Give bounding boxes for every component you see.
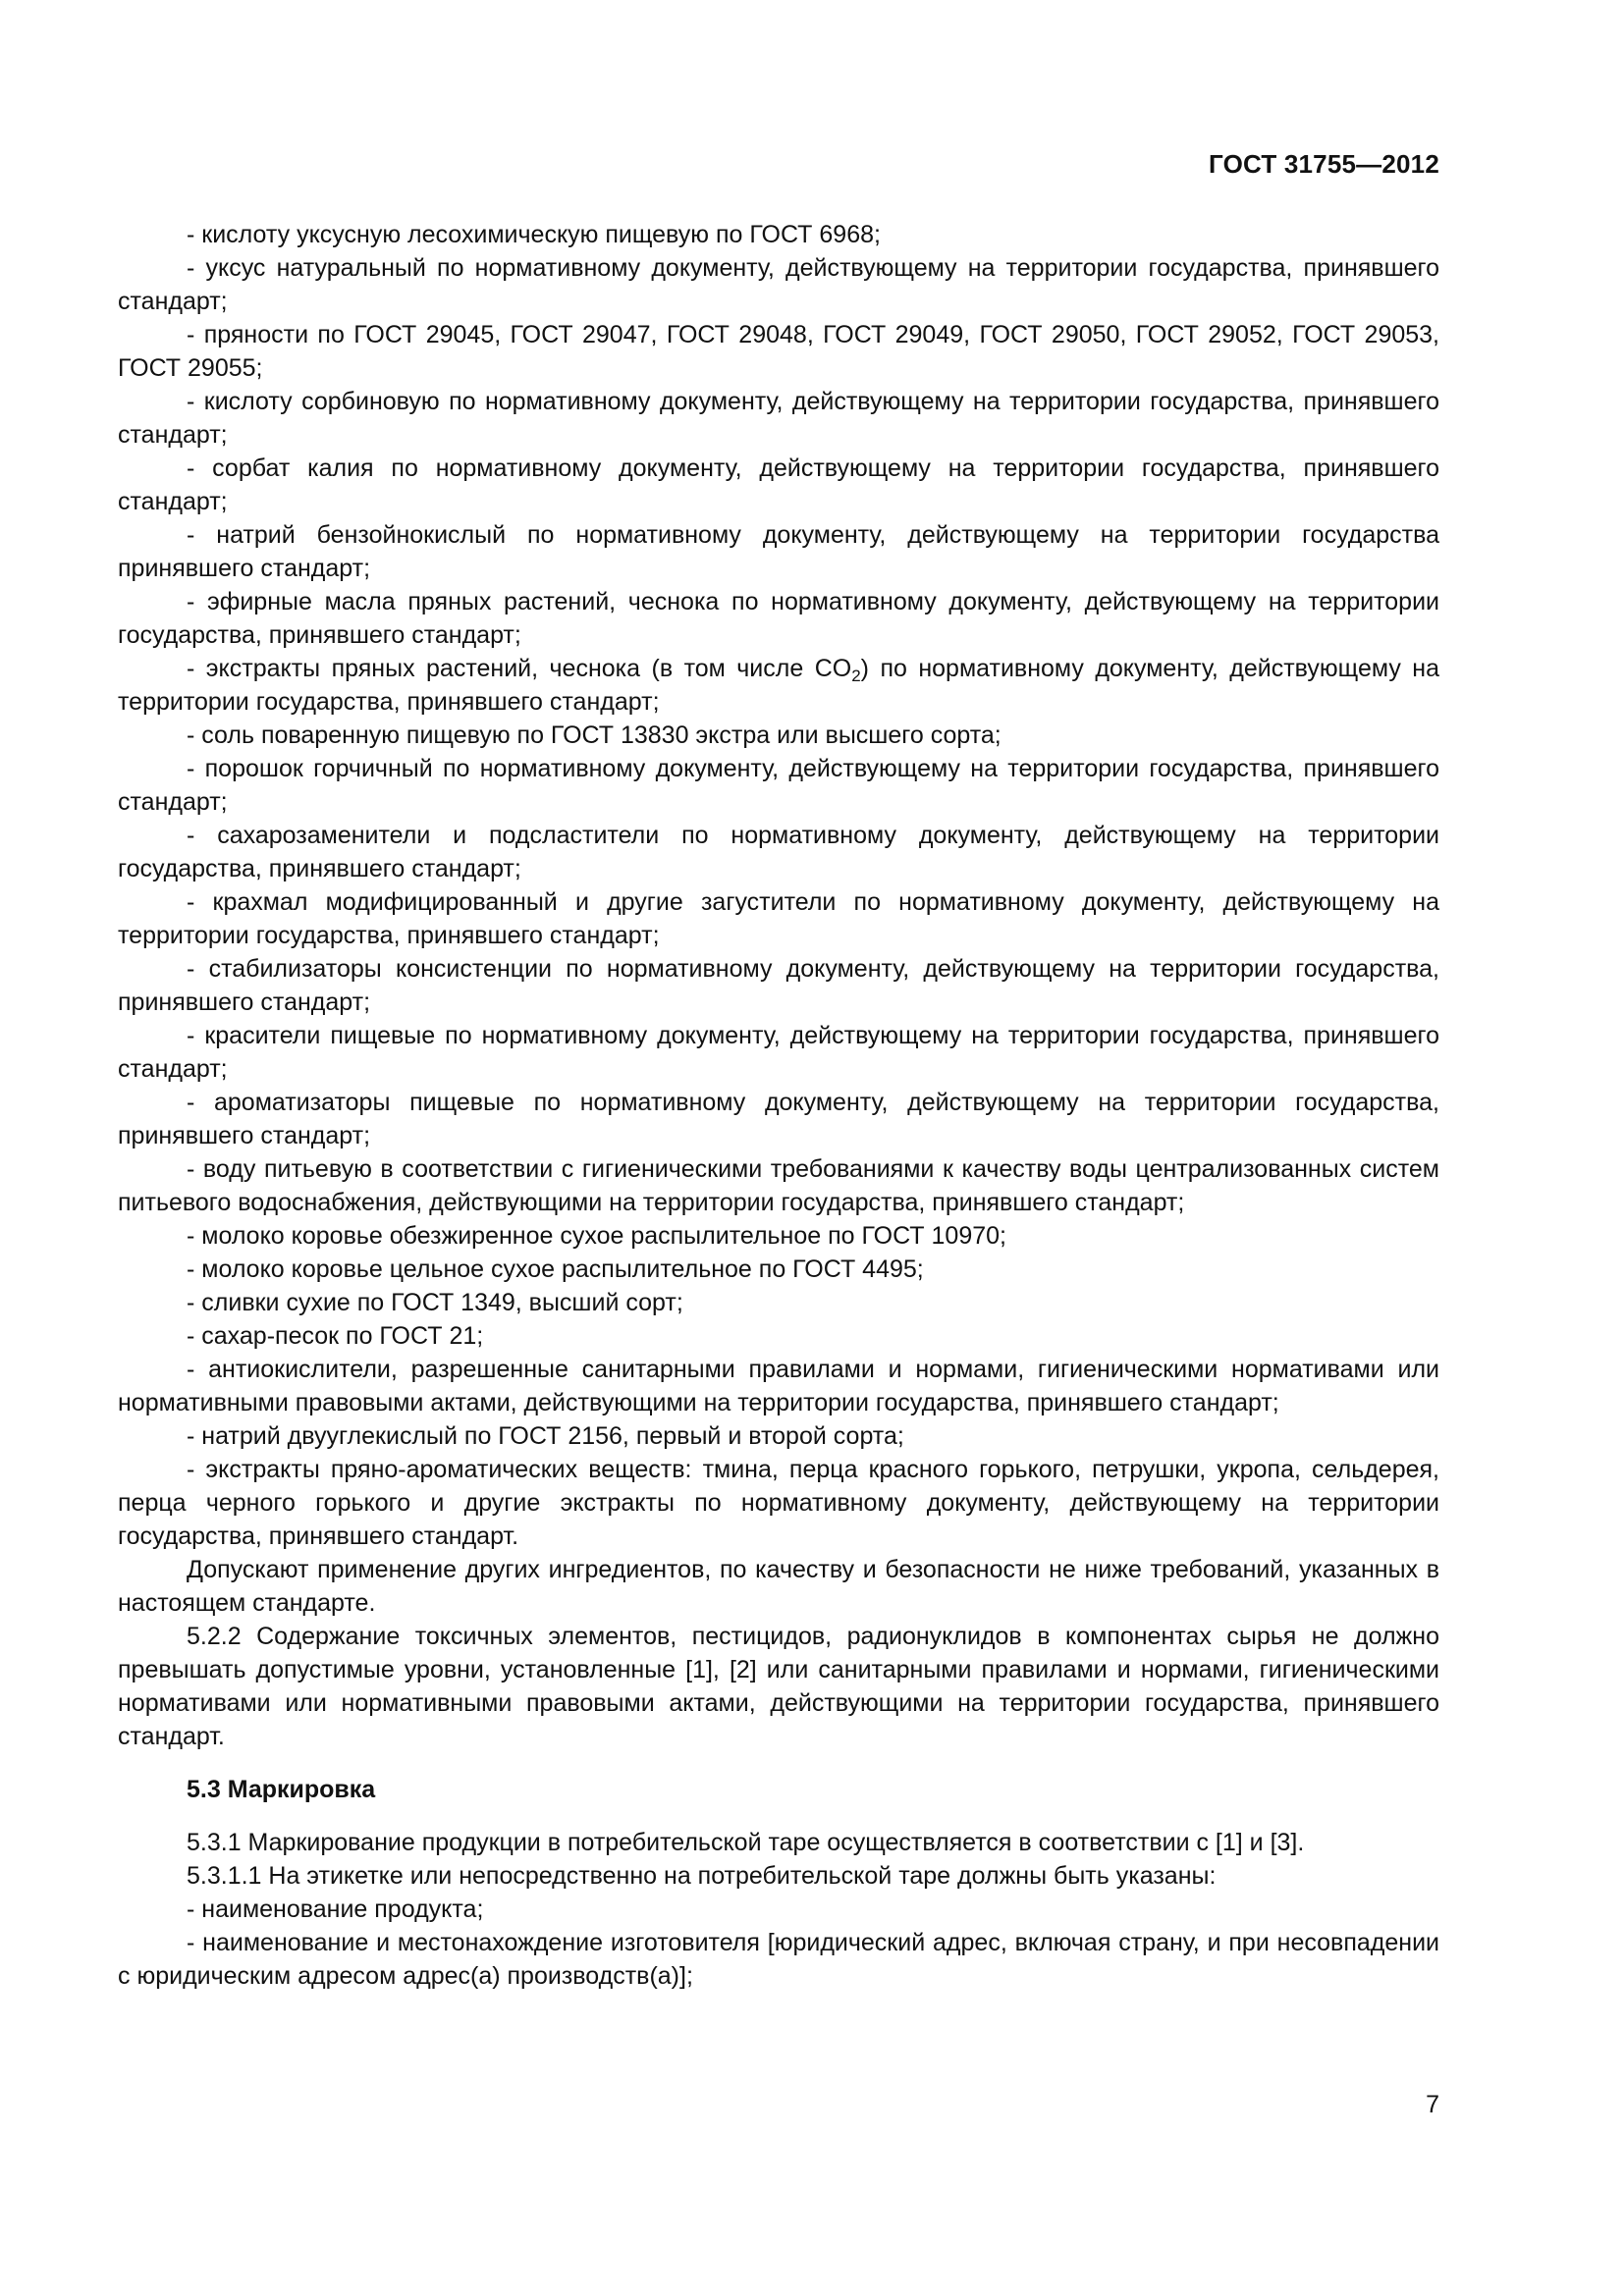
- paragraph: 5.3.1.1 На этикетке или непосредственно на потребительской таре должны быть указаны:: [187, 1862, 1217, 1890]
- list-item: - кислоту сорбиновую по нормативному документу, действующему на территории государства, принявшего стандарт;: [118, 388, 1439, 449]
- paragraph: Допускают применение других ингредиентов, по качеству и безопасности не ниже требований, указанных в настоящем стандарте.: [118, 1556, 1439, 1617]
- list-item: - соль поваренную пищевую по ГОСТ 13830 экстра или высшего сорта;: [187, 721, 1001, 749]
- document-code: ГОСТ 31755—2012: [1209, 149, 1439, 179]
- paragraph: 5.3.1 Маркирование продукции в потребительской таре осуществляется в соответствии с [1] и [3].: [187, 1829, 1305, 1856]
- page-number: 7: [1426, 2091, 1439, 2118]
- list-item: - антиокислители, разрешенные санитарными правилами и нормами, гигиеническими нормативами или нормативными правовыми актами, действующими на территории государства, принявшего стандарт;: [118, 1356, 1439, 1416]
- list-item: - сливки сухие по ГОСТ 1349, высший сорт;: [187, 1289, 683, 1316]
- list-item: - ароматизаторы пищевые по нормативному документу, действующему на территории государства, принявшего стандарт;: [118, 1089, 1439, 1149]
- list-item: - сахарозаменители и подсластители по нормативному документу, действующему на территории государства, принявшего стандарт;: [118, 822, 1439, 882]
- list-item: - крахмал модифицированный и другие загустители по нормативному документу, действующему на территории государства, принявшего стандарт;: [118, 888, 1439, 949]
- list-item: - сорбат калия по нормативному документу, действующему на территории государства, принявшего стандарт;: [118, 454, 1439, 515]
- section-heading: 5.3 Маркировка: [187, 1776, 376, 1803]
- list-item: - эфирные масла пряных растений, чеснока по нормативному документу, действующему на территории государства, принявшего стандарт;: [118, 588, 1439, 649]
- list-item: - стабилизаторы консистенции по нормативному документу, действующему на территории государства, принявшего стандарт;: [118, 955, 1439, 1016]
- list-item: - порошок горчичный по нормативному документу, действующему на территории государства, принявшего стандарт;: [118, 755, 1439, 816]
- co2-subscript: 2: [851, 667, 861, 685]
- document-body: [118, 218, 1439, 1993]
- list-item: - наименование и местонахождение изготовителя [юридический адрес, включая страну, и при несовпадении с юридическим адресом адрес(а) производств(а)];: [118, 1929, 1439, 1990]
- list-item: - молоко коровье цельное сухое распылительное по ГОСТ 4495;: [187, 1255, 924, 1283]
- list-item: - кислоту уксусную лесохимическую пищевую по ГОСТ 6968;: [187, 221, 881, 248]
- list-item: - пряности по ГОСТ 29045, ГОСТ 29047, ГОСТ 29048, ГОСТ 29049, ГОСТ 29050, ГОСТ 29052, ГОСТ 29053, ГОСТ 29055;: [118, 321, 1439, 382]
- paragraph: 5.2.2 Содержание токсичных элементов, пестицидов, радионуклидов в компонентах сырья не должно превышать допустимые уровни, установленные [1], [2] или санитарными правилами и нормами, гигиеническими нормативами или нормативными правовыми актами, действующими на территории государства, принявшего стандарт.: [118, 1623, 1439, 1750]
- list-item: - натрий двууглекислый по ГОСТ 2156, первый и второй сорта;: [187, 1422, 904, 1450]
- list-item: - красители пищевые по нормативному документу, действующему на территории государства, принявшего стандарт;: [118, 1022, 1439, 1083]
- list-item-extracts: [118, 652, 1439, 719]
- list-item: - натрий бензойнокислый по нормативному документу, действующему на территории государства принявшего стандарт;: [118, 521, 1439, 582]
- list-item: - сахар-песок по ГОСТ 21;: [187, 1322, 484, 1350]
- list-item: - уксус натуральный по нормативному документу, действующему на территории государства, принявшего стандарт;: [118, 254, 1439, 315]
- list-item: - экстракты пряно-ароматических веществ: тмина, перца красного горького, петрушки, укропа, сельдерея, перца черного горького и другие экстракты по нормативному документу, действующему на территории государства, принявшего стандарт.: [118, 1456, 1439, 1550]
- list-item: - молоко коровье обезжиренное сухое распылительное по ГОСТ 10970;: [187, 1222, 1006, 1250]
- extracts-text-after: ) по нормативному документу, действующему на территории государства, принявшего стандарт;: [118, 655, 1439, 716]
- list-item: - воду питьевую в соответствии с гигиеническими требованиями к качеству воды централизованных систем питьевого водоснабжения, действующими на территории государства, принявшего стандарт;: [118, 1155, 1439, 1216]
- extracts-text-before: - экстракты пряных растений, чеснока (в том числе CO: [187, 655, 852, 682]
- list-item: - наименование продукта;: [187, 1896, 484, 1923]
